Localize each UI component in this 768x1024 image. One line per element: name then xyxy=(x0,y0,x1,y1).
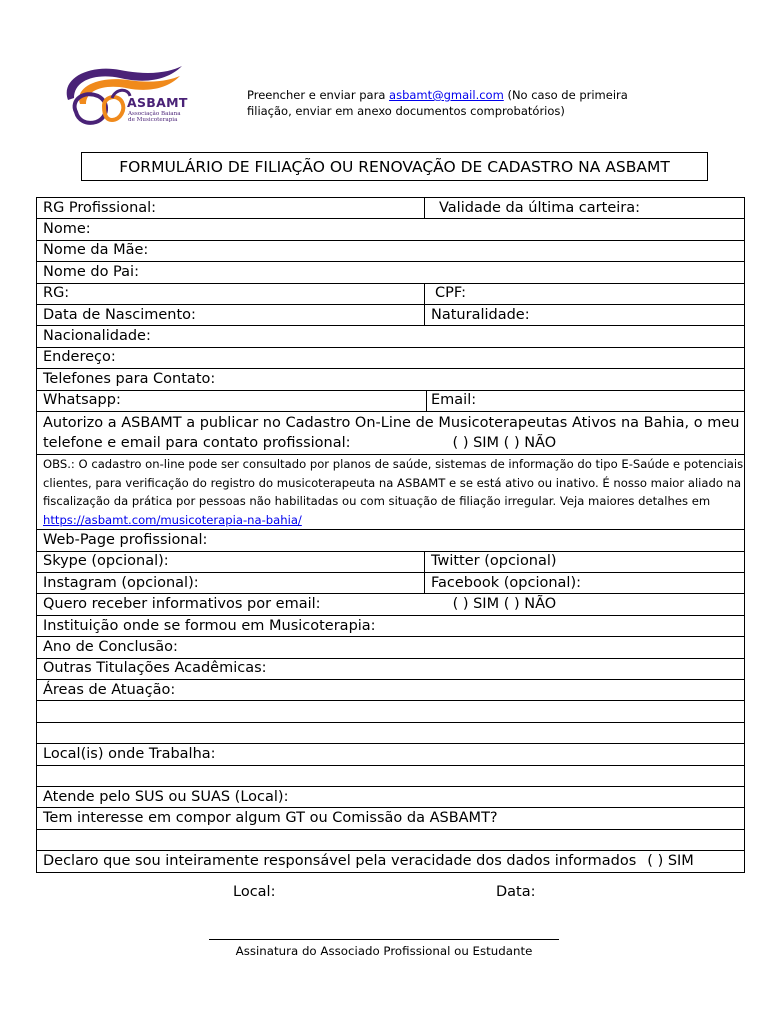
instructions-suffix: (No caso de primeira filiação, enviar em anexo documentos comprobatórios) xyxy=(247,88,628,118)
validade-field[interactable]: Validade da última carteira: xyxy=(425,198,745,219)
blank-row[interactable] xyxy=(37,829,745,850)
blank-row[interactable] xyxy=(37,701,745,722)
nome-pai-field[interactable]: Nome do Pai: xyxy=(37,262,745,283)
areas-atuacao-field[interactable]: Áreas de Atuação: xyxy=(37,680,745,701)
informativos-sim-nao-options[interactable]: ( ) SIM ( ) NÃO xyxy=(452,596,557,613)
declaro-sim-option[interactable]: ( ) SIM xyxy=(647,852,694,869)
outras-titulacoes-field[interactable]: Outras Titulações Acadêmicas: xyxy=(37,658,745,679)
obs-note xyxy=(37,454,745,529)
informativos-text: Quero receber informativos por email: xyxy=(43,596,321,613)
nome-mae-field[interactable]: Nome da Mãe: xyxy=(37,240,745,261)
logo-name: ASBAMT xyxy=(127,95,188,110)
rg-field[interactable]: RG: xyxy=(37,283,425,304)
logo-subtitle-line: de Musicoterapia xyxy=(128,117,178,124)
endereco-field[interactable]: Endereço: xyxy=(37,347,745,368)
rg-profissional-field[interactable]: RG Profissional: xyxy=(37,198,425,219)
facebook-field[interactable]: Facebook (opcional): xyxy=(425,573,745,594)
nacionalidade-field[interactable]: Nacionalidade: xyxy=(37,326,745,347)
interesse-gt-field[interactable]: Tem interesse em compor algum GT ou Comissão da ASBAMT? xyxy=(37,808,745,829)
obs-text: OBS.: O cadastro on-line pode ser consultado por planos de saúde, sistemas de informação do tipo E-Saúde e potenciais clientes, para verificação do registro do musicoterapeuta na ASBAMT e se está ativo ou inativo. É nosso maior aliado na fiscalização da prática por pessoas não habilitadas ou com situação de filiação irregular. Veja maiores detalhes em xyxy=(43,456,744,509)
data-label: Data: xyxy=(496,884,536,900)
whatsapp-field[interactable]: Whatsapp: xyxy=(37,390,427,411)
sus-suas-field[interactable]: Atende pelo SUS ou SUAS (Local): xyxy=(37,786,745,807)
email-link[interactable]: asbamt@gmail.com xyxy=(389,88,504,102)
declaro-text: Declaro que sou inteiramente responsável pela veracidade dos dados informados xyxy=(43,852,637,869)
membership-form-table xyxy=(36,197,745,873)
logo-subtitle-line: Associação Baiana xyxy=(128,111,181,117)
instructions xyxy=(247,87,667,119)
logo-subtitle xyxy=(128,111,188,124)
cpf-field[interactable]: CPF: xyxy=(425,283,745,304)
ano-conclusao-field[interactable]: Ano de Conclusão: xyxy=(37,637,745,658)
web-page-field[interactable]: Web-Page profissional: xyxy=(37,530,745,551)
form-title: FORMULÁRIO DE FILIAÇÃO OU RENOVAÇÃO DE CADASTRO NA ASBAMT xyxy=(81,152,708,181)
email-field[interactable]: Email: xyxy=(427,390,745,411)
obs-link[interactable]: https://asbamt.com/musicoterapia-na-bahia/ xyxy=(43,512,302,527)
skype-field[interactable]: Skype (opcional): xyxy=(37,551,425,572)
telefones-field[interactable]: Telefones para Contato: xyxy=(37,369,745,390)
blank-row[interactable] xyxy=(37,765,745,786)
local-label: Local: xyxy=(233,884,276,900)
instagram-field[interactable]: Instagram (opcional): xyxy=(37,573,425,594)
autorizo-text: Autorizo a ASBAMT a publicar no Cadastro On-Line de Musicoterapeutas Ativos na Bahia, o meu telefone e email para contato profissional: xyxy=(43,414,740,451)
signature-label: Assinatura do Associado Profissional ou Estudante xyxy=(235,944,533,958)
nome-field[interactable]: Nome: xyxy=(37,219,745,240)
locais-trabalho-field[interactable]: Local(is) onde Trabalha: xyxy=(37,744,745,765)
autorizo-sim-nao-options[interactable]: ( ) SIM ( ) NÃO xyxy=(452,434,557,451)
instructions-prefix: Preencher e enviar para xyxy=(247,88,390,102)
instituicao-field[interactable]: Instituição onde se formou em Musicoterapia: xyxy=(37,615,745,636)
blank-row[interactable] xyxy=(37,722,745,743)
informativos-row xyxy=(37,594,745,615)
naturalidade-field[interactable]: Naturalidade: xyxy=(425,304,745,325)
signature-line[interactable] xyxy=(209,939,559,940)
declaro-row xyxy=(37,851,745,872)
twitter-field[interactable]: Twitter (opcional) xyxy=(425,551,745,572)
autorizo-row xyxy=(37,411,745,454)
data-nascimento-field[interactable]: Data de Nascimento: xyxy=(37,304,425,325)
